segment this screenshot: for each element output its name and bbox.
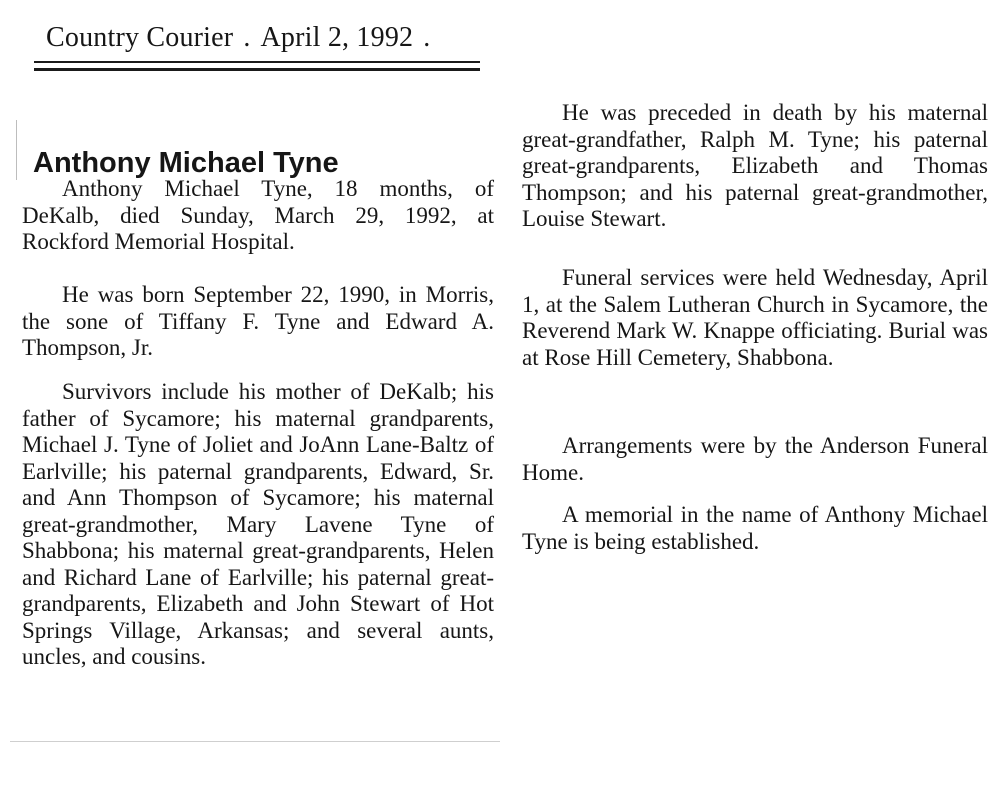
- publication-date: April 2, 1992: [260, 22, 414, 53]
- masthead-rule-thin: [34, 61, 480, 63]
- clipping-edge-line: [16, 120, 17, 180]
- left-paragraph-birth: He was born September 22, 1990, in Morris, the sone of Tiffany F. Tyne and Edward A. Thompson, Jr.: [22, 282, 494, 360]
- masthead: [46, 22, 440, 54]
- newspaper-name: Country Courier: [46, 22, 234, 53]
- clipping-bottom-line: [10, 741, 500, 742]
- right-paragraph-arrangements: Arrangements were by the Anderson Funeral Home.: [522, 433, 988, 485]
- left-paragraph-death-notice: Anthony Michael Tyne, 18 months, of DeKalb, died Sunday, March 29, 1992, at Rockford Memorial Hospital.: [22, 176, 494, 254]
- right-paragraph-memorial: A memorial in the name of Anthony Michael Tyne is being established.: [522, 502, 988, 554]
- masthead-separator: .: [243, 22, 251, 53]
- left-paragraph-survivors: Survivors include his mother of DeKalb; his father of Sycamore; his maternal grandparents, Michael J. Tyne of Joliet and JoAnn Lane-Baltz of Earlville; his paternal grandparents, Edward, Sr. and Ann Thompson of Sycamore; his maternal great-grandmother, Mary Lavene Tyne of Shabbona; his maternal great-grandparents, Helen and Richard Lane of Earlville; his paternal great-grandparents, Elizabeth and John Stewart of Hot Springs Village, Arkansas; and several aunts, uncles, and cousins.: [22, 379, 494, 669]
- masthead-rule-thick: [34, 68, 480, 71]
- right-paragraph-funeral: Funeral services were held Wednesday, April 1, at the Salem Lutheran Church in Sycamore, the Reverend Mark W. Knappe officiating. Burial was at Rose Hill Cemetery, Shabbona.: [522, 265, 988, 370]
- right-paragraph-preceded: He was preceded in death by his maternal great-grandfather, Ralph M. Tyne; his paternal great-grandparents, Elizabeth and Thomas Thompson; and his paternal great-grandmother, Louise Stewart.: [522, 100, 988, 231]
- masthead-trailing-dot: .: [423, 22, 431, 53]
- obituary-headline: Anthony Michael Tyne: [33, 147, 339, 180]
